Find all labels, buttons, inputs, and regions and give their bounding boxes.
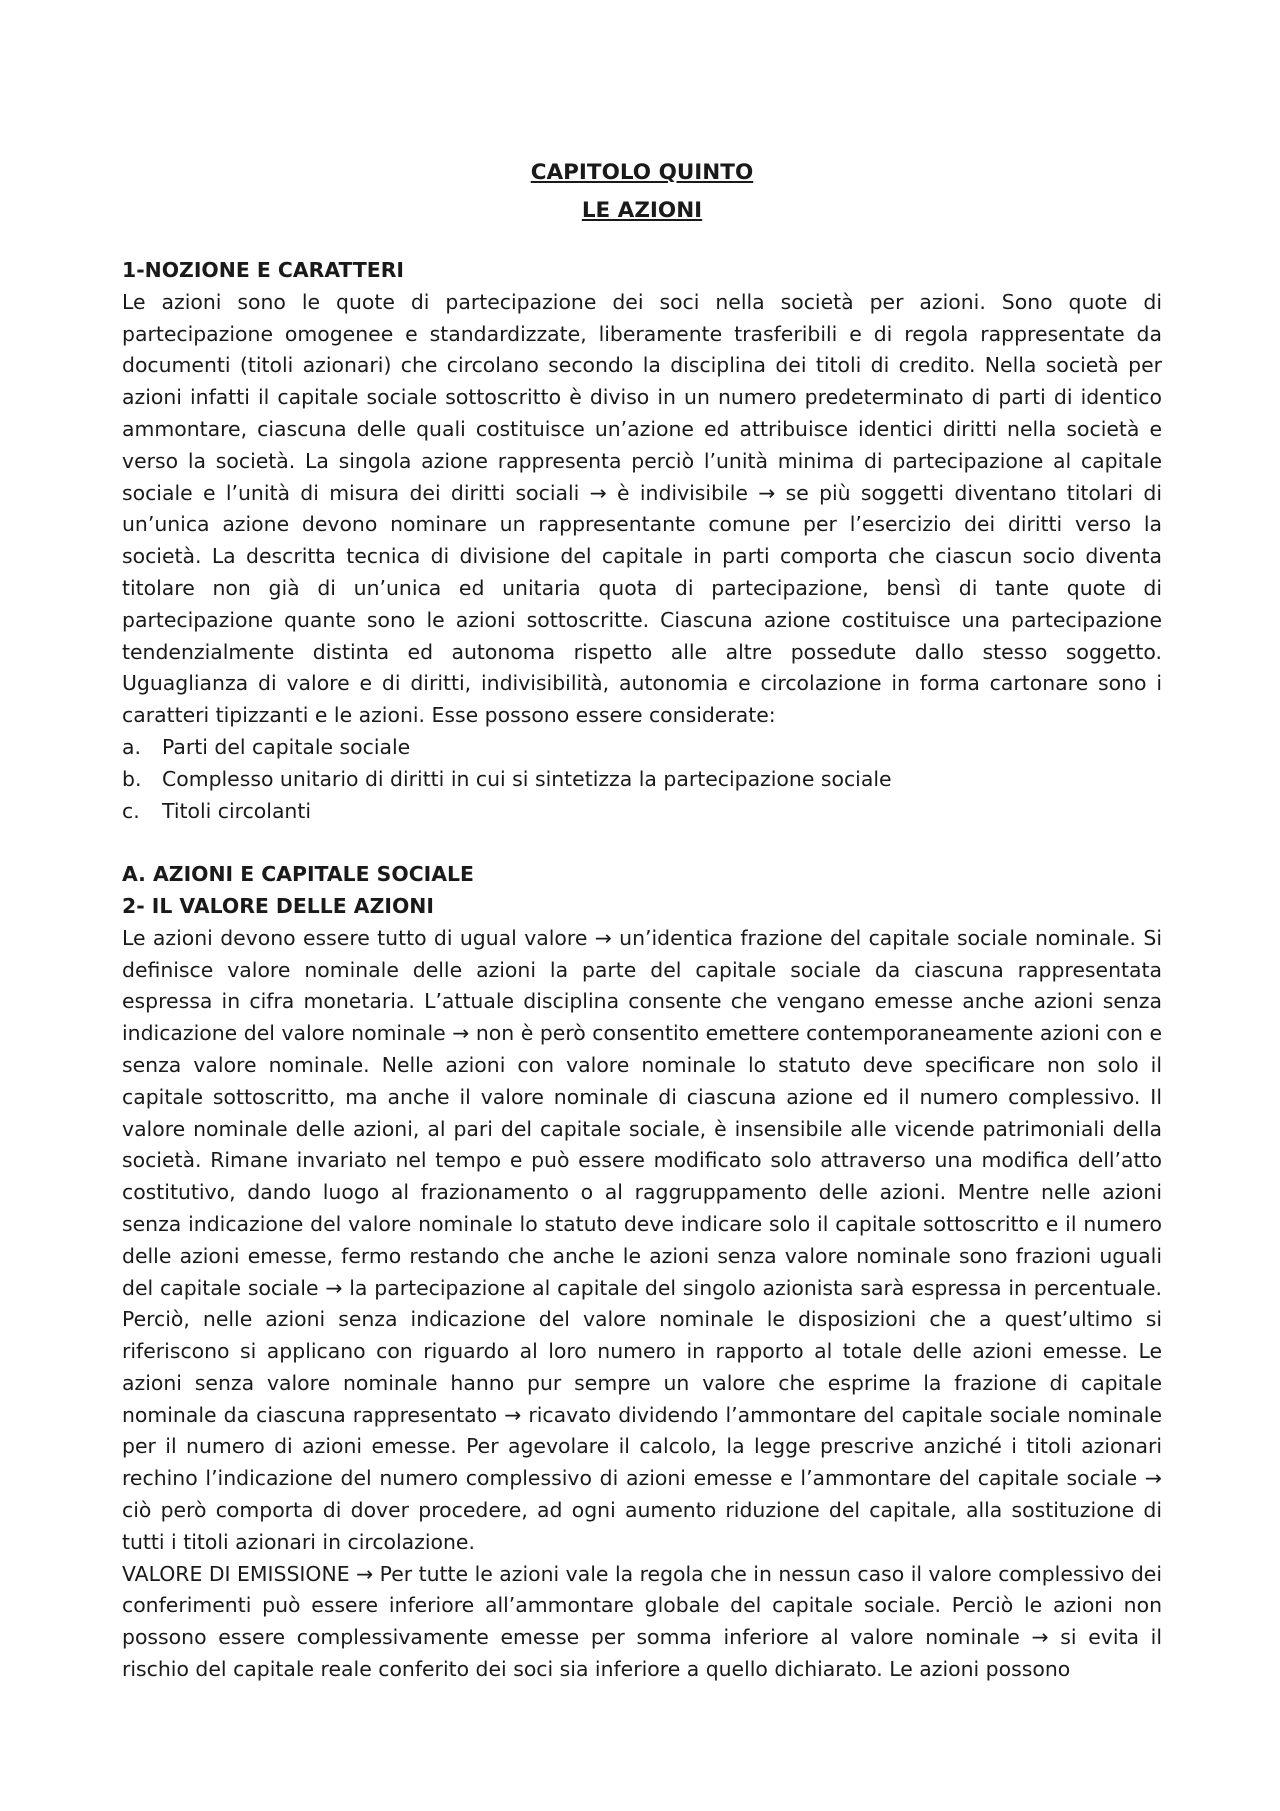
section-paragraph-valore: Le azioni devono essere tutto di ugual valore → un’identica frazione del capitale sociale nominale. Si definisce valore nominale delle azioni la parte del capitale sociale da ciascuna rappresentata espressa in cifra monetaria. L’attuale disciplina consente che vengano emesse anche azioni senza indicazione del valore nominale → non è però consentito emettere contemporaneamente azioni con e senza valore nominale. Nelle azioni con valore nominale lo statuto deve specificare non solo il capitale sottoscritto, ma anche il valore nominale di ciascuna azione ed il numero complessivo. Il valore nominale delle azioni, al pari del capitale sociale, è insensibile alle vicende patrimoniali della società. Rimane invariato nel tempo e può essere modificato solo attraverso una modifica dell’atto costitutivo, dando luogo al frazionamento o al raggruppamento delle azioni. Mentre nelle azioni senza indicazione del valore nominale lo statuto deve indicare solo il capitale sottoscritto e il numero delle azioni emesse, fermo restando che anche le azioni senza valore nominale sono frazioni uguali del capitale sociale → la partecipazione al capitale del singolo azionista sarà espressa in percentuale. Perciò, nelle azioni senza indicazione del valore nominale le disposizioni che a quest’ultimo si riferiscono si applicano con riguardo al loro numero in rapporto al totale delle azioni emesse. Le azioni senza valore nominale hanno pur sempre un valore che esprime la frazione di capitale nominale da ciascuna rappresentato → ricavato dividendo l’ammontare del capitale sociale nominale per il numero di azioni emesse. Per agevolare il calcolo, la legge prescrive anziché i titoli azionari rechino l’indicazione del numero complessivo di azioni emesse e l’ammontare del capitale sociale → ciò però comporta di dover procedere, ad ogni aumento riduzione del capitale, alla sostituzione di tutti i titoli azionari in circolazione. [122,925,1162,1554]
list-item-text: Complesso unitario di diritti in cui si sintetizza la partecipazione sociale [162,766,892,791]
list-marker: a. [122,734,141,759]
chapter-subtitle: LE AZIONI [581,198,703,223]
chapter-title: CAPITOLO QUINTO [530,160,754,185]
list-marker: c. [122,798,140,823]
list-item-text: Titoli circolanti [162,798,312,823]
list-item [122,764,1162,796]
spacer [122,827,1162,859]
list-item-text: Parti del capitale sociale [162,734,411,759]
section-heading-nozione: 1-NOZIONE E CARATTERI [122,258,405,282]
considerations-list [122,732,1162,827]
spacer [122,230,1162,255]
list-item [122,796,1162,828]
section-paragraph-emissione: VALORE DI EMISSIONE → Per tutte le azioni vale la regola che in nessun caso il valore complessivo dei conferimenti può essere inferiore all’ammontare globale del capitale sociale. Perciò le azioni non possono essere complessivamente emesse per somma inferiore al valore nominale → si evita il rischio del capitale reale conferito dei soci sia inferiore a quello dichiarato. Le azioni possono [122,1561,1162,1682]
section-paragraph-nozione: Le azioni sono le quote di partecipazione dei soci nella società per azioni. Sono quote di partecipazione omogenee e standardizzate, liberamente trasferibili e di regola rappresentate da documenti (titoli azionari) che circolano secondo la disciplina dei titoli di credito. Nella società per azioni infatti il capitale sociale sottoscritto è diviso in un numero predeterminato di parti di identico ammontare, ciascuna delle quali costituisce un’azione ed attribuisce identici diritti nella società e verso la società. La singola azione rappresenta perciò l’unità minima di partecipazione al capitale sociale e l’unità di misura dei diritti sociali → è indivisibile → se più soggetti diventano titolari di un’unica azione devono nominare un rappresentante comune per l’esercizio dei diritti verso la società. La descritta tecnica di divisione del capitale in parti comporta che ciascun socio diventa titolare non già di un’unica ed unitaria quota di partecipazione, bensì di tante quote di partecipazione quante sono le azioni sottoscritte. Ciascuna azione costituisce una partecipazione tendenzialmente distinta ed autonoma rispetto alle altre possedute dallo stesso soggetto. Uguaglianza di valore e di diritti, indivisibilità, autonomia e circolazione in forma cartonare sono i caratteri tipizzanti e le azioni. Esse possono essere considerate: [122,289,1162,728]
list-marker: b. [122,766,142,791]
document-page [122,154,1162,1686]
list-item [122,732,1162,764]
section-heading-azioni-capitale: A. AZIONI E CAPITALE SOCIALE [122,862,474,887]
section-subheading-valore: 2- IL VALORE DELLE AZIONI [122,893,434,918]
